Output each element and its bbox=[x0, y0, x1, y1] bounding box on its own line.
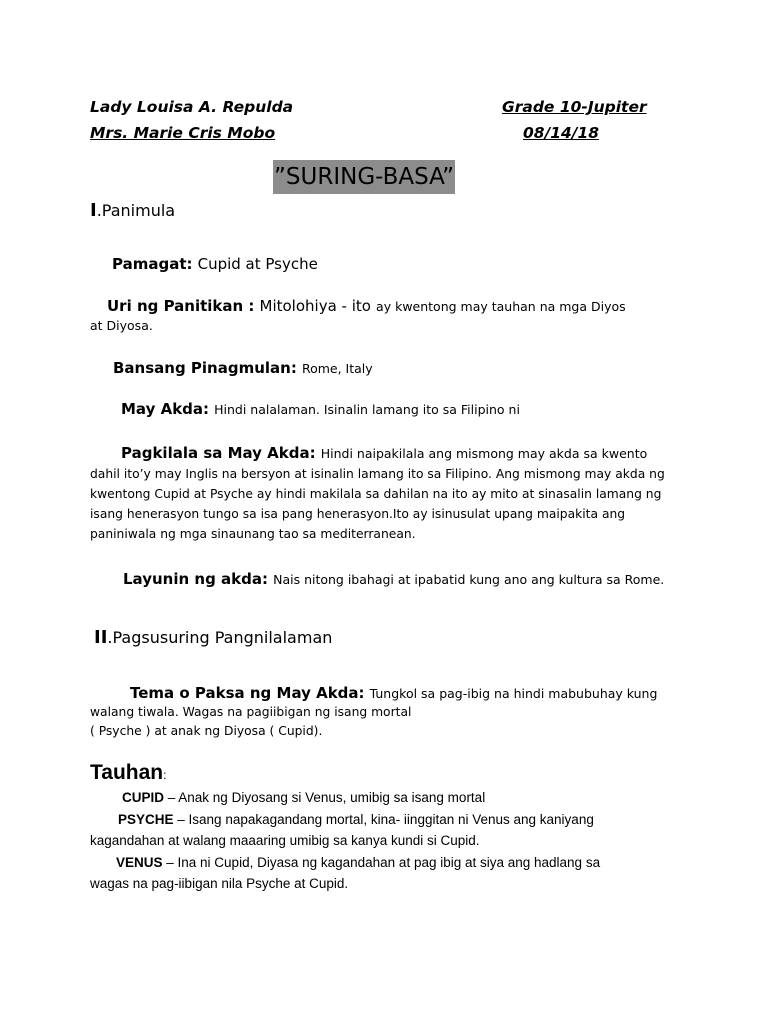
character-desc: – Ina ni Cupid, Diyasa ng kagandahan at pag ibig at siya ang hadlang sa bbox=[162, 854, 601, 870]
pagkilala-line5: paniniwala ng mga sinaunang tao sa mediterranean. bbox=[90, 527, 416, 541]
section-heading-text: .Pagsusuring Pangnilalaman bbox=[107, 628, 333, 647]
layunin-label: Layunin ng akda: bbox=[123, 570, 268, 588]
character-psyche bbox=[90, 809, 690, 831]
pagkilala-paragraph bbox=[90, 464, 690, 544]
tauhan-colon: : bbox=[163, 768, 167, 782]
uri-value-main: Mitolohiya - ito bbox=[259, 297, 371, 315]
layunin-value: Nais nitong ibahagi at ipabatid kung ano ang kultura sa Rome. bbox=[273, 572, 665, 587]
page-title: ”SURING-BASA” bbox=[273, 160, 455, 194]
bansa-row bbox=[113, 358, 373, 377]
pagkilala-line3: kwentong Cupid at Psyche ay hindi makilala sa dahilan na ito ay mito at sinasalin lamang ng bbox=[90, 487, 662, 501]
student-name: Lady Louisa A. Repulda bbox=[90, 98, 294, 116]
section-heading-1 bbox=[90, 200, 175, 221]
teacher-name: Mrs. Marie Cris Mobo bbox=[90, 124, 276, 142]
pagkilala-line1: Hindi naipakilala ang mismong may akda sa kwento bbox=[320, 446, 648, 461]
layunin-row bbox=[123, 569, 664, 588]
pagkilala-row bbox=[121, 443, 647, 462]
uri-label: Uri ng Panitikan : bbox=[107, 297, 255, 315]
pamagat-row bbox=[112, 254, 318, 273]
tema-line2: walang tiwala. Wagas na pagiibigan ng isang mortal bbox=[90, 705, 412, 719]
character-name: CUPID bbox=[122, 790, 165, 805]
bansa-value: Rome, Italy bbox=[301, 361, 373, 376]
tauhan-heading bbox=[90, 761, 166, 785]
pagkilala-line4: isang henerasyon tungo sa isa pang henerasyon.Ito ay isinusulat upang maipakita ang bbox=[90, 507, 626, 521]
tema-label: Tema o Paksa ng May Akda: bbox=[130, 684, 365, 702]
pagkilala-line2: dahil ito’y may Inglis na bersyon at isinalin lamang ito sa Filipino. Ang mismong may akda ng bbox=[90, 467, 665, 481]
section-numeral: I bbox=[90, 200, 97, 221]
tema-line1: Tungkol sa pag-ibig na hindi mabubuhay kung bbox=[369, 686, 658, 701]
tauhan-list bbox=[90, 787, 690, 895]
grade-section: Grade 10-Jupiter bbox=[502, 98, 647, 116]
tema-row bbox=[130, 683, 657, 702]
character-desc: – Isang napakagandang mortal, kina- iinggitan ni Venus ang kaniyang bbox=[173, 811, 594, 827]
character-name: VENUS bbox=[116, 854, 163, 870]
character-venus-line2: wagas na pag-iibigan nila Psyche at Cupid. bbox=[90, 876, 349, 891]
uri-value-line2: at Diyosa. bbox=[90, 318, 153, 333]
character-desc: – Anak ng Diyosang si Venus, umibig sa isang mortal bbox=[164, 790, 486, 805]
tema-paragraph bbox=[90, 703, 690, 741]
may-akda-row bbox=[121, 399, 520, 418]
character-cupid bbox=[90, 787, 690, 809]
uri-value-rest: ay kwentong may tauhan na mga Diyos bbox=[376, 299, 626, 314]
pagkilala-label: Pagkilala sa May Akda: bbox=[121, 444, 316, 462]
section-heading-2 bbox=[94, 627, 332, 648]
uri-row bbox=[107, 296, 626, 315]
bansa-label: Bansang Pinagmulan: bbox=[113, 359, 297, 377]
pamagat-label: Pamagat: bbox=[112, 255, 193, 273]
may-akda-value: Hindi nalalaman. Isinalin lamang ito sa Filipino ni bbox=[214, 402, 520, 417]
pamagat-value: Cupid at Psyche bbox=[197, 255, 318, 273]
date: 08/14/18 bbox=[523, 124, 600, 142]
section-numeral: II bbox=[94, 627, 108, 648]
character-name: PSYCHE bbox=[118, 811, 174, 827]
section-heading-text: .Panimula bbox=[96, 201, 176, 220]
tauhan-heading-text: Tauhan bbox=[90, 761, 164, 784]
character-venus bbox=[90, 852, 690, 874]
may-akda-label: May Akda: bbox=[121, 400, 210, 418]
tema-line3: ( Psyche ) at anak ng Diyosa ( Cupid). bbox=[90, 724, 323, 738]
character-psyche-line2: kagandahan at walang maaaring umibig sa kanya kundi si Cupid. bbox=[90, 833, 480, 848]
